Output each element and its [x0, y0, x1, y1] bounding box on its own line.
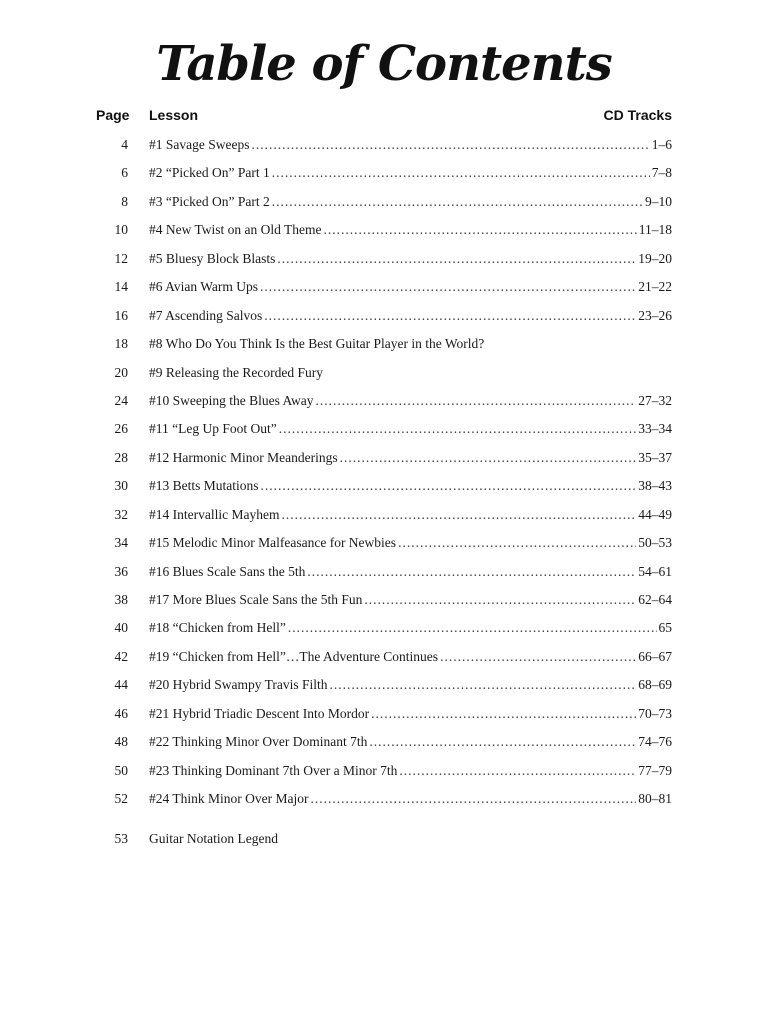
lesson-title: #10 Sweeping the Blues Away — [149, 392, 314, 408]
cd-tracks: 70–73 — [638, 705, 672, 721]
page-number: 34 — [114, 535, 128, 551]
dot-leader — [264, 308, 636, 324]
toc-entry — [149, 831, 672, 847]
dot-leader — [364, 592, 636, 608]
lesson-title: #16 Blues Scale Sans the 5th — [149, 563, 306, 579]
dot-leader — [398, 535, 636, 551]
toc-row[interactable] — [0, 558, 768, 586]
toc-row[interactable] — [0, 415, 768, 443]
dot-leader — [279, 421, 637, 437]
lesson-title: #1 Savage Sweeps — [149, 137, 250, 152]
toc-row[interactable] — [0, 444, 768, 472]
dot-leader — [324, 222, 637, 238]
toc-row[interactable] — [0, 529, 768, 557]
toc-row[interactable] — [0, 131, 768, 159]
cd-tracks: 9–10 — [645, 193, 672, 209]
lesson-title: #17 More Blues Scale Sans the 5th Fun — [149, 592, 363, 607]
dot-leader — [316, 393, 637, 409]
dot-leader — [307, 564, 636, 580]
toc-row[interactable] — [0, 245, 768, 273]
column-headers — [0, 107, 768, 127]
dot-leader — [277, 251, 636, 267]
lesson-title: #15 Melodic Minor Malfeasance for Newbies — [149, 535, 397, 551]
lesson-title: #5 Bluesy Block Blasts — [149, 250, 276, 266]
cd-tracks: 66–67 — [638, 648, 672, 664]
cd-tracks: 77–79 — [638, 762, 672, 778]
toc-entry — [149, 450, 672, 466]
page-number: 38 — [114, 592, 128, 607]
lesson-title: #22 Thinking Minor Over Dominant 7th — [149, 734, 368, 750]
cd-tracks: 21–22 — [638, 279, 672, 295]
toc-list — [0, 131, 768, 853]
lesson-title: #24 Think Minor Over Major — [149, 791, 309, 807]
dot-leader — [440, 649, 636, 665]
cd-tracks: 62–64 — [638, 592, 672, 607]
toc-row[interactable] — [0, 586, 768, 614]
lesson-title: #19 “Chicken from Hell”…The Adventure Continues — [149, 648, 439, 664]
page-number: 4 — [121, 137, 128, 152]
cd-tracks: 68–69 — [638, 677, 672, 693]
toc-row[interactable] — [0, 643, 768, 671]
page-number: 18 — [114, 336, 128, 352]
toc-entry — [149, 706, 672, 722]
page-number: 30 — [114, 478, 128, 494]
toc-row[interactable] — [0, 757, 768, 785]
page-number: 28 — [114, 449, 128, 465]
toc-entry — [149, 620, 672, 636]
toc-row[interactable] — [0, 330, 768, 358]
cd-tracks: 7–8 — [651, 165, 672, 181]
toc-row[interactable] — [0, 359, 768, 387]
cd-tracks: 35–37 — [638, 449, 672, 465]
toc-entry — [149, 393, 672, 409]
toc-entry — [149, 564, 672, 580]
toc-entry — [149, 649, 672, 665]
cd-tracks: 33–34 — [638, 421, 672, 437]
dot-leader — [261, 478, 637, 494]
dot-leader — [288, 620, 657, 636]
dot-leader — [251, 137, 649, 153]
lesson-title: #20 Hybrid Swampy Travis Filth — [149, 677, 328, 693]
dot-leader — [272, 194, 643, 210]
toc-row[interactable] — [0, 671, 768, 699]
page-number: 16 — [114, 307, 128, 323]
page-number: 12 — [114, 250, 128, 266]
toc-entry — [149, 194, 672, 210]
lesson-title: #18 “Chicken from Hell” — [149, 620, 286, 636]
toc-entry — [149, 308, 672, 324]
page-number: 44 — [114, 677, 128, 693]
page-number: 40 — [114, 620, 128, 636]
page-number: 26 — [114, 421, 128, 437]
page-number: 48 — [114, 734, 128, 750]
dot-leader — [369, 734, 636, 750]
page-number: 6 — [121, 165, 128, 181]
cd-tracks-column-header: CD Tracks — [603, 107, 672, 123]
cd-tracks: 74–76 — [638, 734, 672, 750]
toc-row[interactable] — [0, 188, 768, 216]
lesson-title: #21 Hybrid Triadic Descent Into Mordor — [149, 705, 370, 721]
lesson-title: #4 New Twist on an Old Theme — [149, 222, 322, 238]
toc-entry — [149, 734, 672, 750]
toc-appendix-row[interactable] — [0, 825, 768, 853]
toc-entry — [149, 251, 672, 267]
dot-leader — [281, 507, 636, 523]
lesson-title: #11 “Leg Up Foot Out” — [149, 421, 277, 437]
cd-tracks: 11–18 — [638, 222, 672, 238]
cd-tracks: 38–43 — [638, 478, 672, 494]
toc-entry — [149, 791, 672, 807]
lesson-title: #7 Ascending Salvos — [149, 307, 263, 323]
cd-tracks: 27–32 — [638, 392, 672, 408]
page-number: 20 — [114, 364, 128, 380]
dot-leader — [310, 791, 636, 807]
toc-entry — [149, 365, 672, 381]
dot-leader — [340, 450, 637, 466]
lesson-title: #2 “Picked On” Part 1 — [149, 165, 270, 181]
cd-tracks: 44–49 — [638, 506, 672, 522]
page-number: 50 — [114, 762, 128, 778]
page-number: 32 — [114, 506, 128, 522]
toc-entry — [149, 535, 672, 551]
page-number: 46 — [114, 705, 128, 721]
toc-row[interactable] — [0, 728, 768, 756]
lesson-title: #9 Releasing the Recorded Fury — [149, 364, 323, 380]
toc-entry — [149, 336, 672, 352]
dot-leader — [260, 279, 636, 295]
lesson-title: #8 Who Do You Think Is the Best Guitar Player in the World? — [149, 336, 485, 352]
lesson-title: #23 Thinking Dominant 7th Over a Minor 7th — [149, 762, 398, 778]
page-number: 42 — [114, 648, 128, 664]
toc-row[interactable] — [0, 785, 768, 813]
page-number: 24 — [114, 392, 128, 408]
toc-entry — [149, 279, 672, 295]
toc-entry — [149, 165, 672, 181]
toc-entry — [149, 507, 672, 523]
toc-entry — [149, 478, 672, 494]
toc-row[interactable] — [0, 159, 768, 187]
page-number: 53 — [114, 830, 128, 846]
cd-tracks: 1–6 — [651, 137, 672, 152]
toc-entry — [149, 137, 672, 153]
lesson-title: #12 Harmonic Minor Meanderings — [149, 449, 338, 465]
lesson-title: #3 “Picked On” Part 2 — [149, 193, 270, 209]
lesson-title: #13 Betts Mutations — [149, 478, 259, 494]
toc-row[interactable] — [0, 387, 768, 415]
page-title: Table of Contents — [156, 36, 612, 92]
page-number: 36 — [114, 563, 128, 579]
toc-entry — [149, 677, 672, 693]
lesson-title: #14 Intervallic Mayhem — [149, 506, 280, 522]
toc-row[interactable] — [0, 273, 768, 301]
toc-row[interactable] — [0, 216, 768, 244]
dot-leader — [371, 706, 636, 722]
lesson-column-header: Lesson — [149, 107, 199, 123]
cd-tracks: 23–26 — [638, 307, 672, 323]
cd-tracks: 65 — [658, 620, 672, 636]
lesson-title: #6 Avian Warm Ups — [149, 279, 259, 295]
cd-tracks: 80–81 — [638, 791, 672, 807]
cd-tracks: 54–61 — [638, 563, 672, 579]
toc-row[interactable] — [0, 302, 768, 330]
toc-entry — [149, 421, 672, 437]
lesson-title: Guitar Notation Legend — [149, 830, 278, 846]
page-number: 8 — [121, 193, 128, 209]
toc-entry — [149, 592, 672, 608]
toc-row[interactable] — [0, 614, 768, 642]
toc-entry — [149, 763, 672, 779]
cd-tracks: 19–20 — [638, 250, 672, 266]
page-column-header: Page — [96, 107, 130, 123]
page-number: 10 — [114, 222, 128, 238]
dot-leader — [272, 165, 650, 181]
dot-leader — [399, 763, 636, 779]
cd-tracks: 50–53 — [638, 535, 672, 551]
toc-entry — [149, 222, 672, 238]
toc-row[interactable] — [0, 700, 768, 728]
page-number: 14 — [114, 279, 128, 295]
toc-row[interactable] — [0, 501, 768, 529]
dot-leader — [330, 677, 637, 693]
toc-row[interactable] — [0, 472, 768, 500]
page-number: 52 — [114, 791, 128, 807]
